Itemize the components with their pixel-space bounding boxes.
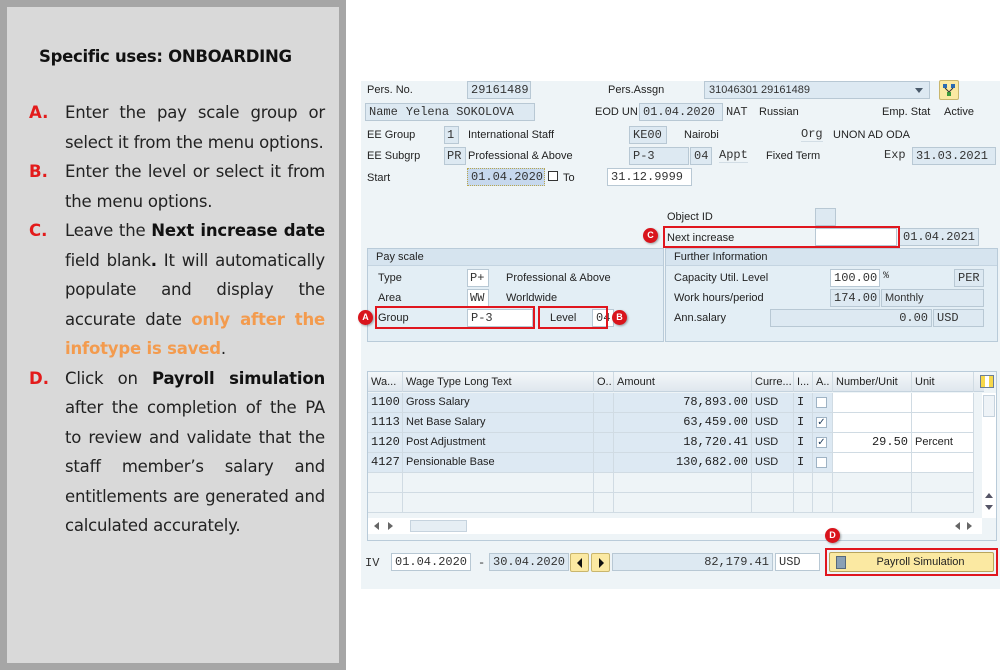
text-fragment: It will automatically populate and display the accurate date bbox=[65, 250, 325, 329]
group-field[interactable]: P-3 bbox=[467, 309, 533, 327]
checkbox[interactable] bbox=[816, 397, 827, 408]
cell-currency: USD bbox=[752, 453, 794, 473]
text-fragment: after the completion of the PA to review and validate that the staff member’s salary and entitlements are generated and calculated accurately. bbox=[65, 398, 325, 535]
instructions-title: Specific uses: ONBOARDING bbox=[39, 47, 292, 66]
scroll-right-icon[interactable] bbox=[967, 522, 972, 530]
ee-group-code: 1 bbox=[444, 126, 459, 144]
cell-number[interactable]: 29.50 bbox=[833, 433, 912, 453]
table-row[interactable] bbox=[368, 453, 984, 473]
table-row-empty[interactable] bbox=[368, 493, 984, 513]
scroll-left-icon[interactable] bbox=[955, 522, 960, 530]
table-row[interactable] bbox=[368, 413, 984, 433]
checkbox-checked[interactable]: ✓ bbox=[817, 417, 826, 428]
cell-code: 1113 bbox=[368, 413, 403, 433]
badge-a: A bbox=[358, 310, 373, 325]
total-currency-field: USD bbox=[775, 553, 820, 571]
area-text: Worldwide bbox=[506, 292, 558, 304]
period-from-field[interactable]: 01.04.2020 bbox=[391, 553, 471, 571]
chevron-down-icon bbox=[915, 88, 923, 93]
cell-a bbox=[813, 453, 833, 473]
checkbox[interactable] bbox=[816, 457, 827, 468]
cell-code: 1100 bbox=[368, 393, 403, 413]
step-letter: D. bbox=[29, 368, 49, 388]
pers-assgn-value: 31046301 29161489 bbox=[709, 84, 810, 96]
step-field: 04 bbox=[690, 147, 712, 165]
exp-date-field: 31.03.2021 bbox=[912, 147, 996, 165]
h-scroll-thumb[interactable] bbox=[410, 520, 467, 532]
iv-label: IV bbox=[365, 556, 380, 570]
cell-unit[interactable]: Percent bbox=[912, 433, 974, 453]
total-amount-field: 82,179.41 bbox=[612, 553, 773, 571]
badge-c: C bbox=[643, 228, 658, 243]
highlight-text: only after the infotype is saved bbox=[65, 309, 325, 358]
start-label: Start bbox=[367, 172, 391, 184]
cell-text: Gross Salary bbox=[403, 393, 594, 413]
wage-type-table bbox=[367, 371, 997, 541]
name-field bbox=[365, 103, 535, 121]
step-d bbox=[29, 364, 325, 541]
payroll-simulation-label: Payroll Simulation bbox=[876, 556, 965, 568]
cell-currency: USD bbox=[752, 413, 794, 433]
ee-group-label: EE Group bbox=[367, 129, 416, 141]
cell-a bbox=[813, 413, 833, 433]
cell-text: Post Adjustment bbox=[403, 433, 594, 453]
table-header bbox=[368, 372, 984, 392]
pers-assgn-dropdown[interactable] bbox=[704, 81, 930, 99]
appt-text: Fixed Term bbox=[766, 150, 821, 162]
text-fragment: Leave the bbox=[65, 221, 152, 240]
col-unit[interactable]: Unit bbox=[912, 372, 974, 392]
cell-i: I bbox=[794, 413, 813, 433]
cell-i: I bbox=[794, 393, 813, 413]
next-increase-date: 01.04.2021 bbox=[899, 228, 979, 246]
cell-o bbox=[594, 453, 614, 473]
step-c bbox=[29, 216, 325, 364]
col-i[interactable]: I... bbox=[794, 372, 813, 392]
sap-screen bbox=[361, 81, 1000, 589]
col-number-unit[interactable]: Number/Unit bbox=[833, 372, 912, 392]
appt-label: Appt bbox=[719, 148, 748, 162]
period-to-field: 30.04.2020 bbox=[489, 553, 569, 571]
start-date-field[interactable]: 01.04.2020 bbox=[467, 168, 545, 186]
step-b bbox=[29, 157, 325, 216]
instructions-panel-body bbox=[7, 7, 339, 663]
type-label: Type bbox=[378, 272, 402, 284]
level-field[interactable]: 04 bbox=[592, 309, 614, 327]
capacity-code: PER bbox=[954, 269, 984, 287]
bold-text: Next increase date bbox=[151, 221, 325, 240]
nat-label: NAT bbox=[726, 105, 748, 119]
step-text: Enter the pay scale group or select it from the menu options. bbox=[65, 103, 325, 152]
bold-text: Payroll simulation bbox=[152, 368, 326, 388]
end-date-field[interactable]: 31.12.9999 bbox=[607, 168, 692, 186]
instructions-panel bbox=[0, 0, 346, 670]
cell-a bbox=[813, 433, 833, 453]
further-info-title: Further Information bbox=[666, 249, 997, 266]
object-id-label: Object ID bbox=[667, 211, 713, 223]
pers-assgn-label: Pers.Assgn bbox=[608, 84, 665, 96]
scroll-down-icon[interactable] bbox=[985, 505, 993, 510]
vertical-scrollbar[interactable] bbox=[982, 393, 996, 518]
arrow-right-icon bbox=[599, 558, 604, 568]
ann-salary-label: Ann.salary bbox=[674, 312, 726, 324]
level-label: Level bbox=[550, 312, 577, 324]
cell-code: 4127 bbox=[368, 453, 403, 473]
ee-subgrp-code: PR bbox=[444, 147, 466, 165]
group-label: Group bbox=[378, 312, 409, 324]
col-amount[interactable]: Amount bbox=[614, 372, 752, 392]
name-value: Yelena SOKOLOVA bbox=[405, 105, 514, 119]
type-code-field[interactable]: P+ bbox=[467, 269, 489, 287]
arrow-left-icon bbox=[577, 558, 582, 568]
cell-o bbox=[594, 393, 614, 413]
work-hours-unit: Monthly bbox=[881, 289, 984, 307]
column-settings-icon[interactable] bbox=[980, 375, 994, 388]
highlight-group bbox=[375, 306, 535, 329]
badge-b: B bbox=[612, 310, 627, 325]
next-period-button[interactable] bbox=[591, 553, 610, 572]
ee-group-text: International Staff bbox=[468, 129, 555, 141]
pers-no-label: Pers. No. bbox=[367, 84, 413, 96]
exp-label: Exp bbox=[884, 148, 906, 162]
name-label: Name bbox=[369, 105, 398, 119]
checkbox-checked[interactable]: ✓ bbox=[817, 437, 826, 448]
org-text: UNON AD ODA bbox=[833, 129, 911, 141]
col-a[interactable]: A.. bbox=[813, 372, 833, 392]
step-letter: B. bbox=[29, 162, 48, 181]
capacity-label: Capacity Util. Level bbox=[674, 272, 769, 284]
emp-stat-label: Emp. Stat bbox=[882, 106, 931, 118]
location-code: KE00 bbox=[629, 126, 667, 144]
grade-field: P-3 bbox=[629, 147, 689, 165]
col-long-text[interactable]: Wage Type Long Text bbox=[403, 372, 594, 392]
step-letter: C. bbox=[29, 221, 48, 240]
cell-unit[interactable] bbox=[912, 393, 974, 413]
cell-currency: USD bbox=[752, 393, 794, 413]
area-label: Area bbox=[378, 292, 402, 304]
ee-subgrp-text: Professional & Above bbox=[468, 150, 573, 162]
org-label: Org bbox=[801, 127, 823, 141]
cell-amount: 63,459.00 bbox=[614, 413, 752, 433]
cell-unit[interactable] bbox=[912, 453, 974, 473]
period-dash: - bbox=[478, 556, 486, 570]
cell-number[interactable] bbox=[833, 453, 912, 473]
horizontal-scrollbar[interactable] bbox=[368, 518, 982, 534]
table-row-empty[interactable] bbox=[368, 473, 984, 493]
scroll-right-icon[interactable] bbox=[388, 522, 393, 530]
next-increase-label: Next increase bbox=[667, 232, 735, 244]
col-currency[interactable]: Curre... bbox=[752, 372, 794, 392]
prev-period-button[interactable] bbox=[570, 553, 589, 572]
payroll-simulation-button[interactable] bbox=[829, 552, 994, 572]
cell-currency: USD bbox=[752, 433, 794, 453]
step-text bbox=[65, 216, 325, 364]
further-info-group bbox=[665, 248, 998, 342]
col-o[interactable]: O.. bbox=[594, 372, 614, 392]
cell-number[interactable] bbox=[833, 393, 912, 413]
cell-i: I bbox=[794, 433, 813, 453]
table-row[interactable] bbox=[368, 433, 984, 453]
text-fragment: . bbox=[220, 339, 226, 358]
location-text: Nairobi bbox=[684, 129, 719, 141]
object-id-field[interactable] bbox=[815, 208, 836, 226]
badge-d: D bbox=[825, 528, 840, 543]
area-code-field[interactable]: WW bbox=[467, 289, 489, 307]
cell-amount: 78,893.00 bbox=[614, 393, 752, 413]
highlight-next-increase bbox=[663, 226, 900, 248]
to-label: To bbox=[563, 172, 575, 184]
capacity-field[interactable]: 100.00 bbox=[830, 269, 880, 287]
emp-stat-value: Active bbox=[944, 106, 974, 118]
org-structure-button[interactable] bbox=[939, 80, 959, 100]
nationality-text: Russian bbox=[759, 106, 799, 118]
step-text: Enter the level or select it from the menu options. bbox=[65, 162, 325, 211]
ann-salary-currency: USD bbox=[933, 309, 984, 327]
cell-code: 1120 bbox=[368, 433, 403, 453]
calendar-icon[interactable] bbox=[548, 171, 558, 181]
text-fragment: Click on bbox=[65, 368, 152, 388]
pay-scale-title: Pay scale bbox=[368, 249, 663, 266]
cell-unit[interactable] bbox=[912, 413, 974, 433]
eod-date-field: 01.04.2020 bbox=[639, 103, 723, 121]
cell-o bbox=[594, 413, 614, 433]
cell-number[interactable] bbox=[833, 413, 912, 433]
work-hours-field: 174.00 bbox=[830, 289, 880, 307]
cell-text: Net Base Salary bbox=[403, 413, 594, 433]
scroll-up-icon[interactable] bbox=[985, 493, 993, 498]
step-a bbox=[29, 98, 325, 157]
step-letter: A. bbox=[29, 103, 49, 122]
pers-no-field[interactable]: 29161489 bbox=[467, 81, 531, 99]
cell-amount: 130,682.00 bbox=[614, 453, 752, 473]
scroll-thumb[interactable] bbox=[983, 395, 995, 417]
ee-subgrp-label: EE Subgrp bbox=[367, 150, 421, 162]
cell-a bbox=[813, 393, 833, 413]
col-wage-type[interactable]: Wa... bbox=[368, 372, 403, 392]
capacity-unit: % bbox=[883, 271, 890, 282]
org-structure-icon bbox=[940, 81, 958, 99]
scroll-left-icon[interactable] bbox=[374, 522, 379, 530]
cell-o bbox=[594, 433, 614, 453]
cell-amount: 18,720.41 bbox=[614, 433, 752, 453]
work-hours-label: Work hours/period bbox=[674, 292, 764, 304]
table-row[interactable] bbox=[368, 393, 984, 413]
step-text bbox=[65, 364, 325, 541]
cell-text: Pensionable Base bbox=[403, 453, 594, 473]
cell-i: I bbox=[794, 453, 813, 473]
text-fragment: field blank bbox=[65, 250, 151, 270]
type-text: Professional & Above bbox=[506, 272, 611, 284]
bold-text: . bbox=[150, 250, 157, 270]
eod-label: EOD UN bbox=[595, 106, 638, 118]
ann-salary-field: 0.00 bbox=[770, 309, 932, 327]
highlight-level bbox=[538, 306, 608, 329]
